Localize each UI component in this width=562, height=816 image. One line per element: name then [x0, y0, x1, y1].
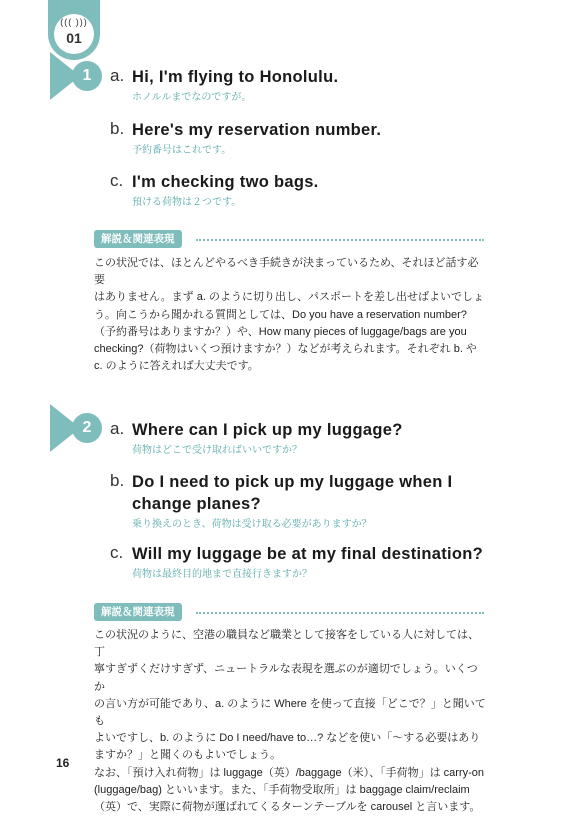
commentary-line: はありません。まず a. のように切り出し、パスポートを差し出せばよいでしょ	[94, 291, 484, 304]
commentary-label: 解説＆関連表現	[94, 230, 182, 248]
commentary-paragraph	[94, 255, 488, 375]
commentary-line: う。向こうから聞かれる質問としては、Do you have a reservation number?	[94, 308, 467, 321]
commentary-line: の言い方が可能であり、a. のように Where を使って直接「どこで？」と聞いても	[94, 697, 486, 728]
section-number: 2	[72, 413, 102, 443]
commentary-line: この状況のように、空港の職員など職業として接客をしている人に対しては、丁	[94, 629, 479, 659]
dotted-divider	[196, 612, 484, 614]
phrase-item	[110, 419, 510, 459]
english-phrase: I'm checking two bags.	[132, 173, 319, 191]
item-letter: b.	[110, 119, 125, 138]
commentary-line: ますか？」と聞くのもよいでしょう。	[94, 749, 281, 762]
commentary-line: checking?（荷物はいくつ預けますか？）などが考えられます。それぞれ b. や	[94, 343, 477, 356]
item-letter: c.	[110, 543, 124, 562]
japanese-translation: ホノルルまでなのですが。	[132, 92, 252, 103]
english-phrase-continued: change planes?	[132, 495, 261, 513]
commentary-line: (luggage/bag) といいます。また、「手荷物受取所」は baggage claim/reclaim	[94, 783, 470, 796]
track-number: 01	[66, 30, 82, 46]
commentary-line: 寧すぎずくだけすぎず、ニュートラルな表現を選ぶのが適切でしょう。いくつか	[94, 663, 478, 693]
item-letter: b.	[110, 471, 125, 490]
commentary-line: この状況では、ほとんどやるべき手続きが決まっているため、それほど話す必要	[94, 257, 479, 287]
page-number: 16	[56, 756, 70, 770]
commentary-line: c. のように答えれば大丈夫です。	[94, 360, 259, 373]
japanese-translation: 預ける荷物は２つです。	[132, 197, 242, 208]
section-marker-1	[50, 52, 112, 100]
commentary-paragraph	[94, 627, 488, 816]
commentary-line: （英）で、実際に荷物が運ばれてくるターンテーブルを carousel と言います。	[94, 801, 481, 814]
section-number: 1	[72, 61, 102, 91]
english-phrase: Do I need to pick up my luggage when I	[132, 473, 453, 491]
commentary-line: なお、「預け入れ荷物」は luggage（英）/baggage（米）、「手荷物」は carry-on	[94, 766, 484, 779]
commentary-line: よいですし、b. のように Do I need/have to…? などを使い「～する必要はあり	[94, 732, 481, 745]
commentary-label: 解説＆関連表現	[94, 603, 182, 621]
phrase-item	[110, 471, 510, 531]
english-phrase: Where can I pick up my luggage?	[132, 421, 403, 439]
audio-track-badge	[54, 14, 94, 54]
phrase-item	[110, 171, 510, 211]
phrase-item	[110, 119, 510, 159]
section-marker-2	[50, 404, 112, 452]
commentary-header	[94, 603, 484, 621]
english-phrase: Will my luggage be at my final destination?	[132, 545, 484, 563]
english-phrase: Hi, I'm flying to Honolulu.	[132, 68, 339, 86]
sound-icon: ((( )))	[60, 17, 88, 27]
commentary-line: （予約番号はありますか？）や、How many pieces of luggage/bags are you	[94, 325, 467, 338]
item-letter: a.	[110, 419, 125, 438]
track-tab	[48, 0, 100, 60]
commentary-header	[94, 230, 484, 248]
japanese-translation: 荷物は最終目的地まで直接行きますか？	[132, 569, 312, 580]
phrase-item	[110, 66, 510, 106]
item-letter: a.	[110, 66, 125, 85]
english-phrase: Here's my reservation number.	[132, 121, 382, 139]
item-letter: c.	[110, 171, 124, 190]
japanese-translation: 荷物はどこで受け取ればいいですか？	[132, 445, 302, 456]
phrase-item	[110, 543, 510, 583]
japanese-translation: 予約番号はこれです。	[132, 145, 232, 156]
dotted-divider	[196, 239, 484, 241]
japanese-translation: 乗り換えのとき、荷物は受け取る必要がありますか？	[132, 519, 372, 530]
